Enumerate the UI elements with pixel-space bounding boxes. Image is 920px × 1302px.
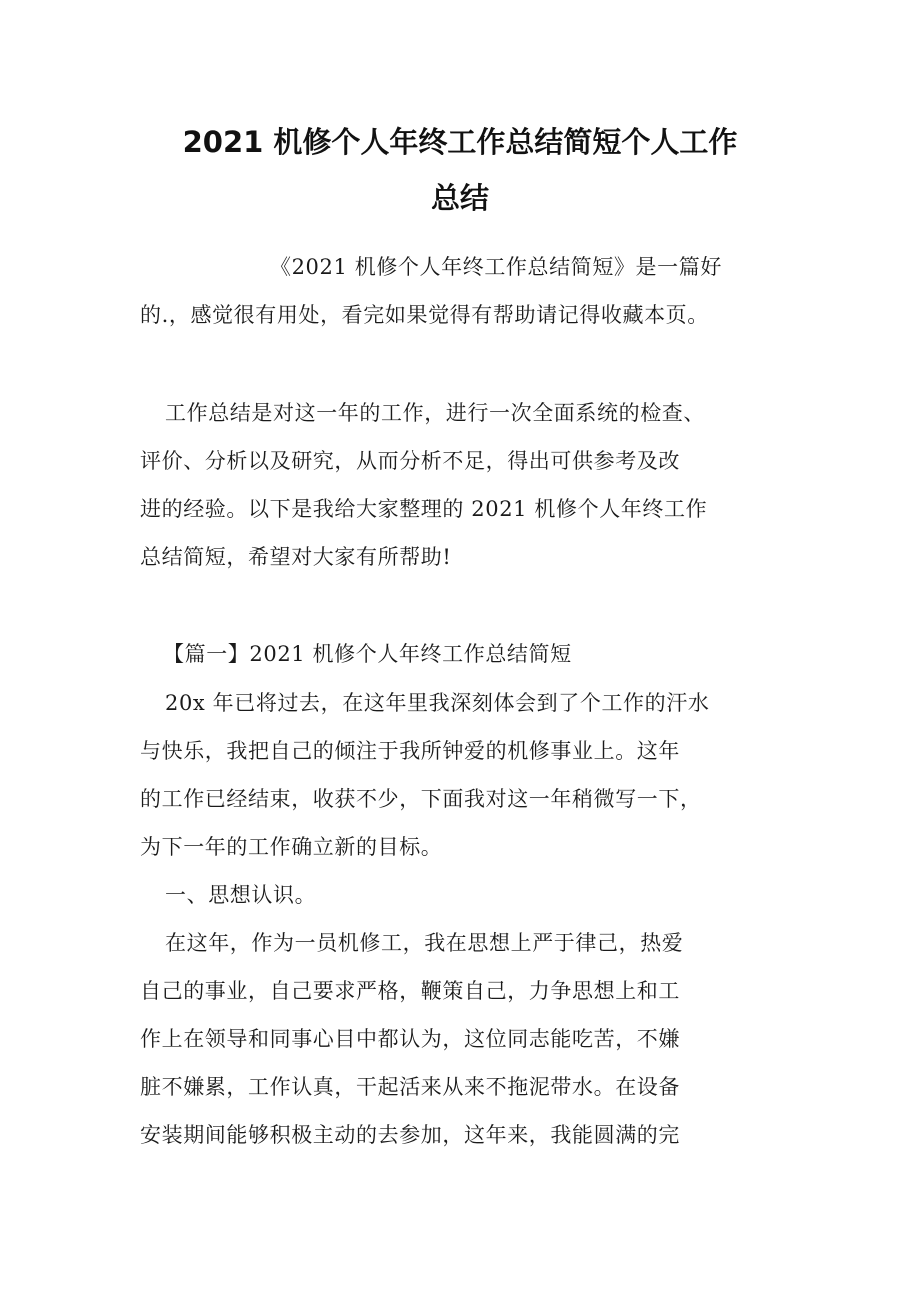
summary-line-2: 评价、分析以及研究，从而分析不足，得出可供参考及改	[140, 449, 680, 473]
paragraph2-line-5: 安装期间能够积极主动的去参加，这年来，我能圆满的完	[140, 1123, 680, 1147]
document-title-line-2: 总结	[430, 181, 489, 215]
paragraph1-line-1: 20x 年已将过去，在这年里我深刻体会到了个工作的汗水	[165, 691, 710, 715]
summary-line-3: 进的经验。以下是我给大家整理的 2021 机修个人年终工作	[140, 497, 708, 521]
paragraph2-line-2: 自己的事业，自己要求严格，鞭策自己，力争思想上和工	[140, 979, 680, 1003]
paragraph2-line-1: 在这年，作为一员机修工，我在思想上严于律己，热爱	[165, 931, 684, 955]
paragraph1-line-2: 与快乐，我把自己的倾注于我所钟爱的机修事业上。这年	[140, 739, 680, 763]
paragraph2-line-3: 作上在领导和同事心目中都认为，这位同志能吃苦，不嫌	[140, 1027, 680, 1051]
paragraph1-line-3: 的工作已经结束，收获不少，下面我对这一年稍微写一下，	[140, 787, 702, 811]
intro-line-1: 《2021 机修个人年终工作总结简短》是一篇好	[270, 255, 722, 279]
summary-line-1: 工作总结是对这一年的工作，进行一次全面系统的检查、	[165, 401, 705, 425]
intro-line-2: 的.，感觉很有用处，看完如果觉得有帮助请记得收藏本页。	[140, 303, 709, 327]
paragraph2-line-4: 脏不嫌累，工作认真，干起活来从来不拖泥带水。在设备	[140, 1075, 680, 1099]
summary-line-4: 总结简短，希望对大家有所帮助!	[140, 545, 452, 569]
section-heading: 【篇一】2021 机修个人年终工作总结简短	[163, 642, 572, 666]
document-title-line-1: 2021 机修个人年终工作总结简短个人工作	[182, 125, 738, 159]
subheading-thoughts: 一、思想认识。	[165, 883, 317, 907]
paragraph1-line-4: 为下一年的工作确立新的目标。	[140, 835, 443, 859]
